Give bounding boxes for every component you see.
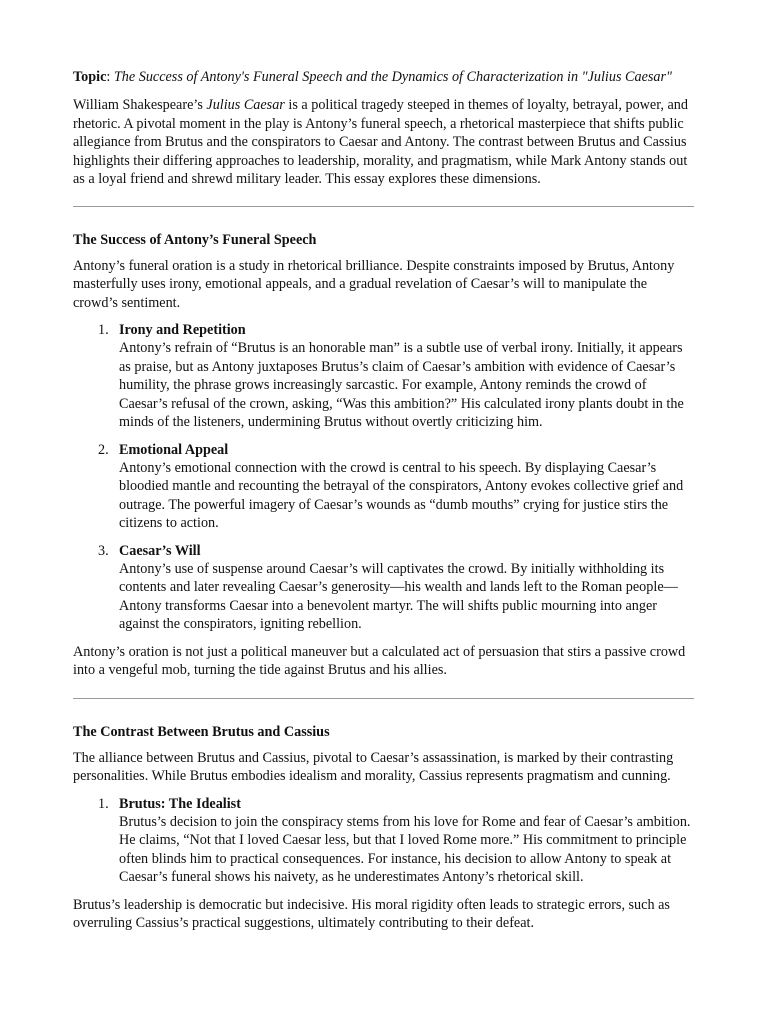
list-item — [73, 321, 694, 431]
section-lead: Antony’s funeral oration is a study in rhetorical brilliance. Despite constraints imposed by Brutus, Antony masterfully uses irony, emotional appeals, and a gradual revelation of Caesar’s will to manipulate the crowd’s sentiment. — [73, 257, 675, 311]
section-closing: Antony’s oration is not just a political maneuver but a calculated act of persuasion that stirs a passive crowd into a vengeful mob, turning the tide against Brutus and his allies. — [73, 643, 686, 678]
topic-line — [73, 68, 694, 86]
intro-paragraph — [73, 96, 694, 188]
list-item-body: Antony’s refrain of “Brutus is an honorable man” is a subtle use of verbal irony. Initially, it appears as praise, but as Antony juxtaposes Brutus’s claim of Caesar’s ambition with evidence of Caesar’s humility, the phrase grows increasingly sarcastic. For example, Antony reminds the crowd of Caesar’s refusal of the crown, asking, “Was this ambition?” His calculated irony plants doubt in the minds of the listeners, undermining Brutus without overtly criticizing him. — [119, 340, 684, 431]
list-item-title: Caesar’s Will — [119, 542, 201, 559]
intro-part2: is a political tragedy steeped in themes of loyalty, betrayal, power, and rhetoric. A pivotal moment in the play is Antony’s funeral speech, a rhetorical masterpiece that shifts public allegiance from Brutus and the conspirators to Caesar and Antony. The contrast between Brutus and Cassius highlights their differing approaches to leadership, morality, and pragmatism, while Mark Antony stands out as a loyal friend and shrewd military leader. This essay explores these dimensions. — [73, 97, 688, 188]
list-number: 3. — [98, 542, 109, 559]
intro-play-title: Julius Caesar — [206, 97, 285, 114]
list-item-body: Antony’s emotional connection with the crowd is central to his speech. By displaying Caesar’s bloodied mantle and recounting the betrayal of the conspirators, Antony evokes collective grief and outrage. The powerful imagery of Caesar’s wounds as “dumb mouths” crying for justice stirs the citizens to action. — [119, 459, 684, 532]
numbered-list — [73, 795, 694, 887]
list-number: 1. — [98, 322, 109, 339]
topic-separator: : — [106, 69, 114, 85]
list-item — [73, 542, 694, 634]
section-closing: Brutus’s leadership is democratic but indecisive. His moral rigidity often leads to strategic errors, such as overruling Cassius’s practical suggestions, ultimately contributing to their defeat. — [73, 896, 670, 932]
section-heading: The Success of Antony’s Funeral Speech — [73, 232, 317, 249]
list-number: 2. — [98, 441, 109, 458]
list-item — [73, 795, 694, 887]
topic-title: The Success of Antony's Funeral Speech and the Dynamics of Characterization in "Julius Caesar" — [113, 69, 672, 85]
section-heading: The Contrast Between Brutus and Cassius — [73, 724, 330, 741]
numbered-list — [73, 321, 694, 634]
list-number: 1. — [98, 795, 109, 812]
list-item — [73, 441, 694, 533]
topic-label: Topic — [73, 69, 107, 85]
list-item-title: Brutus: The Idealist — [119, 795, 241, 812]
section-lead: The alliance between Brutus and Cassius, pivotal to Caesar’s assassination, is marked by their contrasting personalities. While Brutus embodies idealism and morality, Cassius represents pragmatism and cunning. — [73, 749, 674, 785]
list-item-title: Irony and Repetition — [119, 322, 246, 339]
list-item-body: Brutus’s decision to join the conspiracy stems from his love for Rome and fear of Caesar’s ambition. He claims, “Not that I loved Caesar less, but that I loved Rome more.” His commitment to principle often blinds him to practical consequences. For instance, his decision to allow Antony to speak at Caesar’s funeral shows his naivety, as he underestimates Antony’s rhetorical skill. — [119, 814, 691, 886]
intro-part1: William Shakespeare’s — [73, 97, 207, 114]
section-divider — [73, 206, 694, 207]
list-item-title: Emotional Appeal — [119, 441, 229, 458]
section-divider — [73, 698, 694, 699]
list-item-body: Antony’s use of suspense around Caesar’s will captivates the crowd. By initially withholding its contents and later revealing Caesar’s generosity—his wealth and lands left to the Roman people—Antony transforms Caesar into a benevolent martyr. The will shifts public mourning into anger against the conspirators, igniting rebellion. — [119, 560, 678, 633]
